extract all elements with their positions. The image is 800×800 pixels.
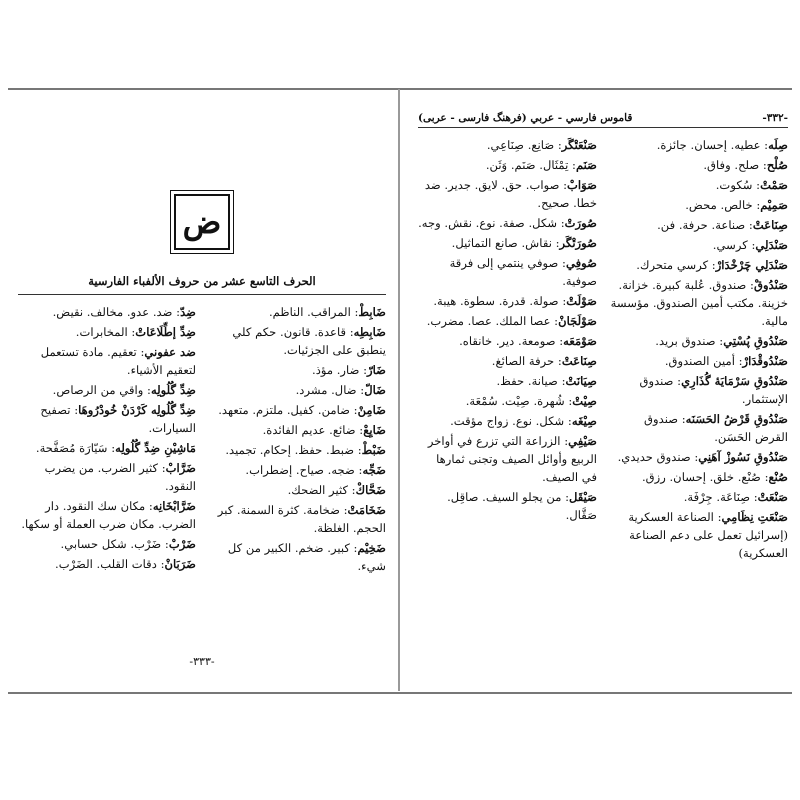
entry-definition: : صندوق. عُلبة كبيرة. خزانة. خزينة. مكتب أمين الصندوق. مؤسسة مالية. bbox=[610, 278, 788, 328]
entry-headword: ضِدِّ گُلُولِه bbox=[150, 383, 196, 397]
dictionary-entry bbox=[609, 216, 788, 234]
entry-definition: : سُكوت. bbox=[715, 178, 761, 192]
entry-headword: صَنْدُوقِ پُسْتِي bbox=[723, 334, 788, 348]
left-page bbox=[18, 112, 386, 682]
entry-definition: : عصا الملك. عصا. مضرب. bbox=[426, 314, 559, 328]
entry-definition: : نقاش. صانع التماثيل. bbox=[451, 236, 560, 250]
entry-definition: : صندوق الإستثمار. bbox=[639, 374, 788, 406]
entry-headword: ضَايِعْ bbox=[363, 423, 386, 437]
dictionary-entry bbox=[609, 176, 788, 194]
entry-definition: : الصناعة العسكرية (إسرائيل تعمل على دعم الصناعة العسكرية) bbox=[628, 510, 788, 560]
entry-definition: : ضار. مؤذ. bbox=[312, 363, 368, 377]
entry-definition: : صلح. وفاق. bbox=[703, 158, 767, 172]
right-page-column-2 bbox=[418, 136, 597, 564]
dictionary-entry bbox=[609, 508, 788, 562]
entry-headword: صَنْدُوقْدَارْ bbox=[742, 354, 788, 368]
entry-headword: صَنْعَتْگَر bbox=[561, 138, 597, 152]
entry-definition: : مكان سك النقود. دار الضرب. مكان ضرب العملة أو سكها. bbox=[21, 499, 196, 531]
dictionary-entry bbox=[609, 372, 788, 408]
entry-definition: : كبير. ضخم. الكبير من كل شيء. bbox=[227, 541, 386, 573]
entry-headword: ضَالّ bbox=[364, 383, 386, 397]
dictionary-entry bbox=[609, 410, 788, 446]
entry-definition: : من يجلو السيف. صاقِل. صَقَّال. bbox=[447, 490, 597, 522]
entry-definition: : صولة. قدرة. سطوة. هيبة. bbox=[433, 294, 567, 308]
entry-definition: : كرسي. bbox=[712, 238, 756, 252]
dictionary-entry bbox=[418, 372, 597, 390]
entry-definition: : صَانِع. صِنَاعِي. bbox=[486, 138, 562, 152]
dictionary-entry bbox=[418, 352, 597, 370]
entry-definition: : ضامن. كفيل. ملتزم. متعهد. bbox=[218, 403, 358, 417]
entry-headword: صَنْعَتِ نِظَامِي bbox=[721, 510, 788, 524]
left-page-number: -٣٣٣- bbox=[189, 655, 215, 668]
right-page-number: -٣٣٢- bbox=[762, 112, 788, 124]
entry-headword: ضَرَبَانْ bbox=[164, 557, 196, 571]
dictionary-entry bbox=[418, 432, 597, 486]
running-head-title: قاموس فارسي - عربي (فرهنگ فارسی - عربی) bbox=[418, 112, 633, 124]
entry-definition: : صندوق القرض الحَسَن. bbox=[644, 412, 788, 444]
entry-headword: ضَحَّاكْ bbox=[355, 483, 386, 497]
dictionary-entry bbox=[18, 535, 196, 553]
entry-headword: ضَامِنْ bbox=[357, 403, 386, 417]
entry-headword: ضَخَامَتْ bbox=[347, 503, 386, 517]
entry-definition: : تصفيح السيارات. bbox=[40, 403, 196, 435]
dictionary-entry bbox=[609, 448, 788, 466]
right-page bbox=[418, 112, 788, 682]
entry-definition: : ضَرْب. شكل حسابي. bbox=[60, 537, 169, 551]
entry-headword: صَنْدُوقْ bbox=[753, 278, 788, 292]
dictionary-entry bbox=[418, 392, 597, 410]
entry-headword: ضَرْبْ bbox=[168, 537, 196, 551]
dictionary-entry bbox=[208, 361, 386, 379]
entry-definition: : تعقيم. مادة تستعمل لتعقيم الأشياء. bbox=[40, 345, 196, 377]
dictionary-entry bbox=[18, 323, 196, 341]
running-head bbox=[418, 112, 788, 128]
dictionary-entry bbox=[609, 136, 788, 154]
entry-headword: ضَبْطْ bbox=[361, 443, 386, 457]
entry-headword: ضد عفوني bbox=[144, 345, 196, 359]
entry-definition: : ضخامة. كثرة السمنة. كبر الحجم. الغلظة. bbox=[217, 503, 386, 535]
entry-headword: ضَجِّه bbox=[362, 463, 386, 477]
dictionary-entry bbox=[609, 276, 788, 330]
entry-definition: : صيانة. حفظ. bbox=[496, 374, 566, 388]
entry-headword: صِنَاعَتْ bbox=[561, 354, 597, 368]
dictionary-entry bbox=[208, 539, 386, 575]
entry-headword: صُوفِي bbox=[565, 256, 597, 270]
dictionary-entry bbox=[208, 323, 386, 359]
entry-headword: ضَرَّابْ bbox=[165, 461, 196, 475]
dictionary-entry bbox=[208, 421, 386, 439]
dictionary-entry bbox=[18, 381, 196, 399]
entry-headword: صَوْمَعَه bbox=[563, 334, 597, 348]
dictionary-entry bbox=[18, 343, 196, 379]
dictionary-entry bbox=[609, 156, 788, 174]
entry-definition: : سَيّارَة مُصَفَّحة. bbox=[35, 441, 116, 455]
entry-headword: صِلَه bbox=[768, 138, 788, 152]
entry-definition: : صومعة. دير. خانقاه. bbox=[459, 334, 564, 348]
entry-headword: صَنْدُوقِ سَرْمَايَهٔ گُذَارِي bbox=[681, 374, 788, 388]
entry-definition: : ضد. عدو. مخالف. نقيض. bbox=[52, 305, 181, 319]
entry-definition: : صوفي ينتمي إلى فرقة صوفية. bbox=[449, 256, 597, 288]
entry-definition: : المخابرات. bbox=[75, 325, 136, 339]
entry-headword: ضَارّ bbox=[367, 363, 386, 377]
entry-headword: صُورَتْ bbox=[564, 216, 597, 230]
dictionary-entry bbox=[418, 292, 597, 310]
entry-definition: : صواب. حق. لايق. جدير. ضد خطا. صحيح. bbox=[424, 178, 597, 210]
dictionary-entry bbox=[418, 156, 597, 174]
entry-headword: ضَرَّابْخَانِه bbox=[152, 499, 196, 513]
entry-headword: ضِدِّ إطِّلَاعَاتْ bbox=[135, 325, 196, 339]
dictionary-entry bbox=[18, 497, 196, 533]
entry-definition: : ضائع. عديم الفائدة. bbox=[262, 423, 364, 437]
top-rule bbox=[8, 88, 792, 90]
entry-headword: صَيْقَل bbox=[569, 490, 597, 504]
entry-definition: : قاعدة. قانون. حكم كلي ينطبق على الجزئيات. bbox=[232, 325, 386, 357]
entry-definition: : كثير الضحك. bbox=[287, 483, 356, 497]
entry-headword: ضِدِّ گُلُولِه كَرْدَنْ خُودْرُوهَا bbox=[78, 403, 196, 417]
dictionary-entry bbox=[418, 136, 597, 154]
dictionary-entry bbox=[418, 488, 597, 524]
entry-headword: صَمْتْ bbox=[760, 178, 788, 192]
entry-headword: صِيْتْ bbox=[572, 394, 597, 408]
dictionary-entry bbox=[208, 381, 386, 399]
entry-definition: : ضجه. صياح. إضطراب. bbox=[245, 463, 363, 477]
dictionary-entry bbox=[18, 459, 196, 495]
entry-headword: صِيَانَتْ bbox=[565, 374, 597, 388]
entry-definition: : صندوق بريد. bbox=[655, 334, 724, 348]
entry-definition: : كرسي متحرك. bbox=[636, 258, 716, 272]
entry-definition: : المراقب. الناظم. bbox=[269, 305, 359, 319]
dictionary-entry bbox=[609, 196, 788, 214]
dictionary-entry bbox=[418, 332, 597, 350]
dictionary-entry bbox=[208, 303, 386, 321]
entry-headword: صَمِيْم bbox=[760, 198, 788, 212]
left-page-column-1 bbox=[208, 303, 386, 577]
right-page-columns bbox=[418, 136, 788, 564]
dictionary-entry bbox=[418, 234, 597, 252]
dictionary-entry bbox=[18, 555, 196, 573]
entry-headword: ضِدّ bbox=[180, 305, 196, 319]
left-page-column-2 bbox=[18, 303, 196, 577]
page-gutter bbox=[398, 89, 400, 691]
dictionary-entry bbox=[418, 412, 597, 430]
dictionary-entry bbox=[208, 401, 386, 419]
entry-definition: : صُنْع. خلق. إحسان. رزق. bbox=[641, 470, 769, 484]
entry-definition: : صناعة. حرفة. فن. bbox=[657, 218, 753, 232]
dictionary-entry bbox=[609, 488, 788, 506]
entry-headword: صَنْدُوقِ نَسُوزْ آهَنِي bbox=[698, 450, 788, 464]
entry-headword: ضَخِيْم bbox=[357, 541, 386, 555]
entry-headword: صَنْعَتْ bbox=[757, 490, 788, 504]
entry-definition: : صندوق حديدي. bbox=[617, 450, 699, 464]
dictionary-entry bbox=[418, 214, 597, 232]
entry-headword: صُنْع bbox=[768, 470, 788, 484]
dictionary-entry bbox=[18, 401, 196, 437]
entry-definition: : عطيه. إحسان. جائزة. bbox=[656, 138, 769, 152]
section-title: الحرف التاسع عشر من حروف الألفباء الفارسية bbox=[88, 274, 316, 288]
entry-definition: : دقات القلب. الضَرْب. bbox=[55, 557, 165, 571]
entry-definition: : تِمْثَال. صَنَم. وَثَن. bbox=[485, 158, 576, 172]
entry-headword: ضَابِطْ bbox=[358, 305, 386, 319]
entry-definition: : أمين الصندوق. bbox=[664, 354, 743, 368]
entry-headword: صُلْح bbox=[766, 158, 788, 172]
left-page-columns bbox=[18, 303, 386, 577]
dictionary-entry bbox=[208, 481, 386, 499]
dictionary-entry bbox=[418, 254, 597, 290]
entry-definition: : حرفة الصائغ. bbox=[491, 354, 562, 368]
bottom-rule bbox=[8, 692, 792, 694]
entry-definition: : شكل. صفة. نوع. نقش. وجه. bbox=[418, 216, 565, 230]
entry-definition: : شكل. نوع. زواج مؤقت. bbox=[450, 414, 572, 428]
entry-headword: صَوْلَجَانْ bbox=[558, 314, 597, 328]
entry-headword: صَنَم bbox=[575, 158, 597, 172]
entry-definition: : ضبط. حفظ. إحكام. تجميد. bbox=[225, 443, 362, 457]
dictionary-entry bbox=[18, 439, 196, 457]
dictionary-entry bbox=[609, 468, 788, 486]
section-letter-box: ض bbox=[174, 194, 230, 250]
right-page-column-1 bbox=[609, 136, 788, 564]
entry-headword: صِيْغَه bbox=[571, 414, 597, 428]
entry-headword: صَيْفِي bbox=[568, 434, 597, 448]
dictionary-entry bbox=[609, 332, 788, 350]
dictionary-entry bbox=[609, 256, 788, 274]
entry-headword: ضَابِطِه bbox=[353, 325, 386, 339]
dictionary-entry bbox=[609, 236, 788, 254]
entry-headword: صِنَاعَتْ bbox=[752, 218, 788, 232]
dictionary-entry bbox=[18, 303, 196, 321]
entry-headword: صَوَابْ bbox=[567, 178, 597, 192]
dictionary-entry bbox=[208, 501, 386, 537]
entry-headword: صَوْلَتْ bbox=[566, 294, 597, 308]
entry-headword: صَنْدَلِي چَرْخْدَارْ bbox=[715, 258, 788, 272]
dictionary-entry bbox=[418, 312, 597, 330]
entry-headword: صَنْدَلِي bbox=[755, 238, 788, 252]
section-rule bbox=[18, 294, 386, 295]
entry-headword: صَنْدُوقِ قَرْضُ الحَسَنَه bbox=[685, 412, 788, 426]
entry-headword: مَاشِيْنِ ضِدِّ گُلُولِه bbox=[115, 441, 196, 455]
entry-definition: : ضال. مشرد. bbox=[295, 383, 365, 397]
dictionary-entry bbox=[418, 176, 597, 212]
dictionary-entry bbox=[609, 352, 788, 370]
dictionary-entry bbox=[208, 441, 386, 459]
entry-definition: : كثير الضرب. من يضرب النقود. bbox=[44, 461, 196, 493]
entry-headword: صُورَتْگَر bbox=[559, 236, 597, 250]
entry-definition: : خالص. محض. bbox=[685, 198, 761, 212]
entry-definition: : واقي من الرصاص. bbox=[52, 383, 151, 397]
entry-definition: : الزراعة التي تزرع في أواخر الربيع وأوائل الصيف وتجنى ثمارها في الصيف. bbox=[427, 434, 597, 484]
dictionary-entry bbox=[208, 461, 386, 479]
entry-definition: : شُهرة. صِيْت. سُمْعَة. bbox=[465, 394, 573, 408]
entry-definition: : صِنَاعَة. جِرْفَة. bbox=[683, 490, 758, 504]
